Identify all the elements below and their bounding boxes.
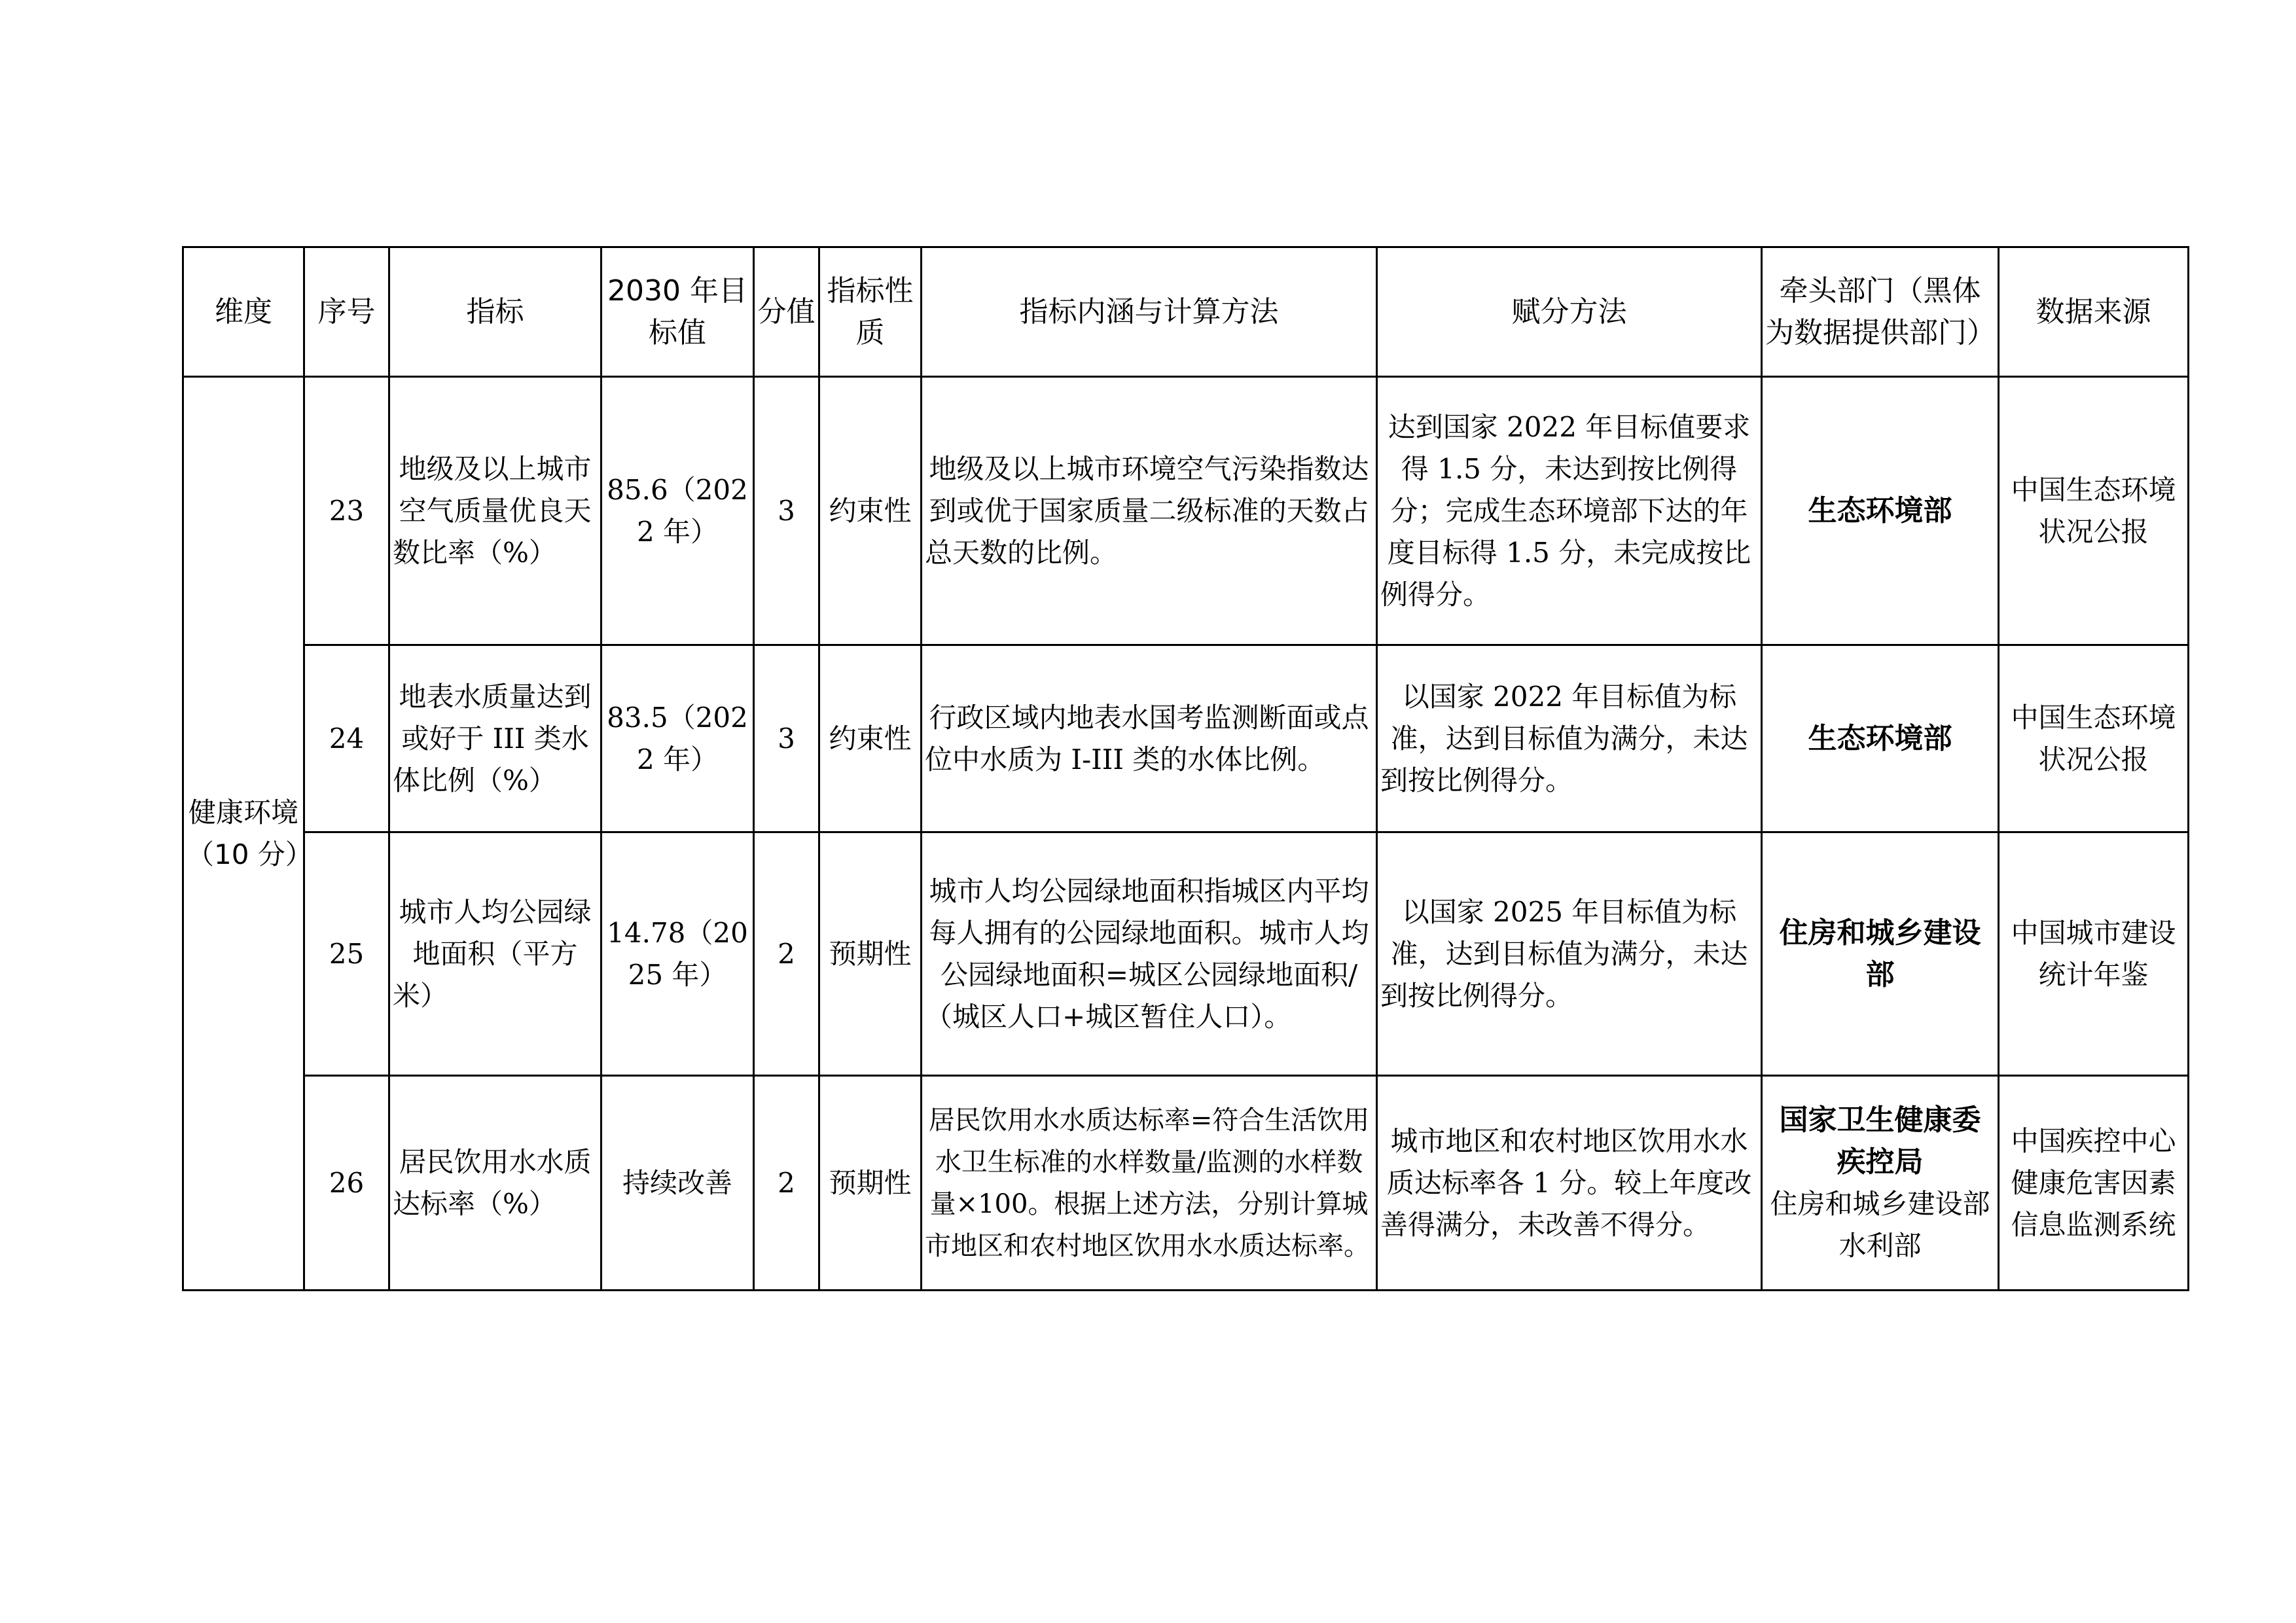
calculation-method: 城市人均公园绿地面积指城区内平均每人拥有的公园绿地面积。城市人均公园绿地面积=城区公园绿地面积/（城区人口+城区暂住人口）。 [922, 832, 1377, 1076]
target-value: 85.6（2022 年） [601, 377, 754, 645]
scoring-method: 以国家 2022 年目标值为标准，达到目标值为满分，未达到按比例得分。 [1377, 645, 1762, 832]
table-row [183, 1076, 2189, 1291]
calculation-method: 行政区域内地表水国考监测断面或点位中水质为 I-III 类的水体比例。 [922, 645, 1377, 832]
header-score: 分值 [754, 247, 819, 377]
data-provider-department: 生态环境部 [1808, 493, 1952, 527]
indicator-name: 城市人均公园绿地面积（平方米） [389, 832, 601, 1076]
data-provider-department: 生态环境部 [1808, 721, 1952, 755]
calculation-method: 地级及以上城市环境空气污染指数达到或优于国家质量二级标准的天数占总天数的比例。 [922, 377, 1377, 645]
scoring-method: 以国家 2025 年目标值为标准，达到目标值为满分，未达到按比例得分。 [1377, 832, 1762, 1076]
header-dimension: 维度 [183, 247, 304, 377]
target-value: 14.78（2025 年） [601, 832, 754, 1076]
table-row [183, 832, 2189, 1076]
scoring-method: 城市地区和农村地区饮用水水质达标率各 1 分。较上年度改善得满分，未改善不得分。 [1377, 1076, 1762, 1291]
score-value: 3 [754, 377, 819, 645]
indicator-table [182, 246, 2189, 1291]
data-source: 中国疾控中心健康危害因素信息监测系统 [1999, 1076, 2189, 1291]
data-provider-department: 国家卫生健康委疾控局 [1779, 1103, 1981, 1179]
indicator-name: 地表水质量达到或好于 III 类水体比例（%） [389, 645, 601, 832]
row-number: 24 [304, 645, 389, 832]
header-department: 牵头部门（黑体为数据提供部门） [1762, 247, 1999, 377]
row-number: 25 [304, 832, 389, 1076]
lead-department [1762, 377, 1999, 645]
indicator-name: 地级及以上城市空气质量优良天数比率（%） [389, 377, 601, 645]
data-source: 中国城市建设统计年鉴 [1999, 832, 2189, 1076]
table-header-row [183, 247, 2189, 377]
table-row [183, 377, 2189, 645]
row-number: 23 [304, 377, 389, 645]
target-value: 持续改善 [601, 1076, 754, 1291]
data-provider-department: 住房和城乡建设部 [1779, 916, 1981, 991]
score-value: 3 [754, 645, 819, 832]
lead-department [1762, 645, 1999, 832]
header-source: 数据来源 [1999, 247, 2189, 377]
co-department: 住房和城乡建设部 [1770, 1187, 1990, 1220]
lead-department [1762, 1076, 1999, 1291]
score-value: 2 [754, 1076, 819, 1291]
score-value: 2 [754, 832, 819, 1076]
data-source: 中国生态环境状况公报 [1999, 377, 2189, 645]
indicator-nature: 预期性 [819, 1076, 922, 1291]
header-scoring: 赋分方法 [1377, 247, 1762, 377]
lead-department [1762, 832, 1999, 1076]
row-number: 26 [304, 1076, 389, 1291]
header-indicator: 指标 [389, 247, 601, 377]
header-target: 2030 年目标值 [601, 247, 754, 377]
table-row [183, 645, 2189, 832]
target-value: 83.5（2022 年） [601, 645, 754, 832]
header-method: 指标内涵与计算方法 [922, 247, 1377, 377]
indicator-name: 居民饮用水水质达标率（%） [389, 1076, 601, 1291]
indicator-nature: 预期性 [819, 832, 922, 1076]
scoring-method: 达到国家 2022 年目标值要求得 1.5 分，未达到按比例得分；完成生态环境部下达的年度目标得 1.5 分，未完成按比例得分。 [1377, 377, 1762, 645]
co-department: 水利部 [1839, 1229, 1922, 1262]
header-number: 序号 [304, 247, 389, 377]
indicator-nature: 约束性 [819, 377, 922, 645]
data-source: 中国生态环境状况公报 [1999, 645, 2189, 832]
dimension-cell: 健康环境（10 分） [183, 377, 304, 1291]
calculation-method: 居民饮用水水质达标率=符合生活饮用水卫生标准的水样数量/监测的水样数量×100。根据上述方法，分别计算城市地区和农村地区饮用水水质达标率。 [922, 1076, 1377, 1291]
header-nature: 指标性质 [819, 247, 922, 377]
indicator-nature: 约束性 [819, 645, 922, 832]
